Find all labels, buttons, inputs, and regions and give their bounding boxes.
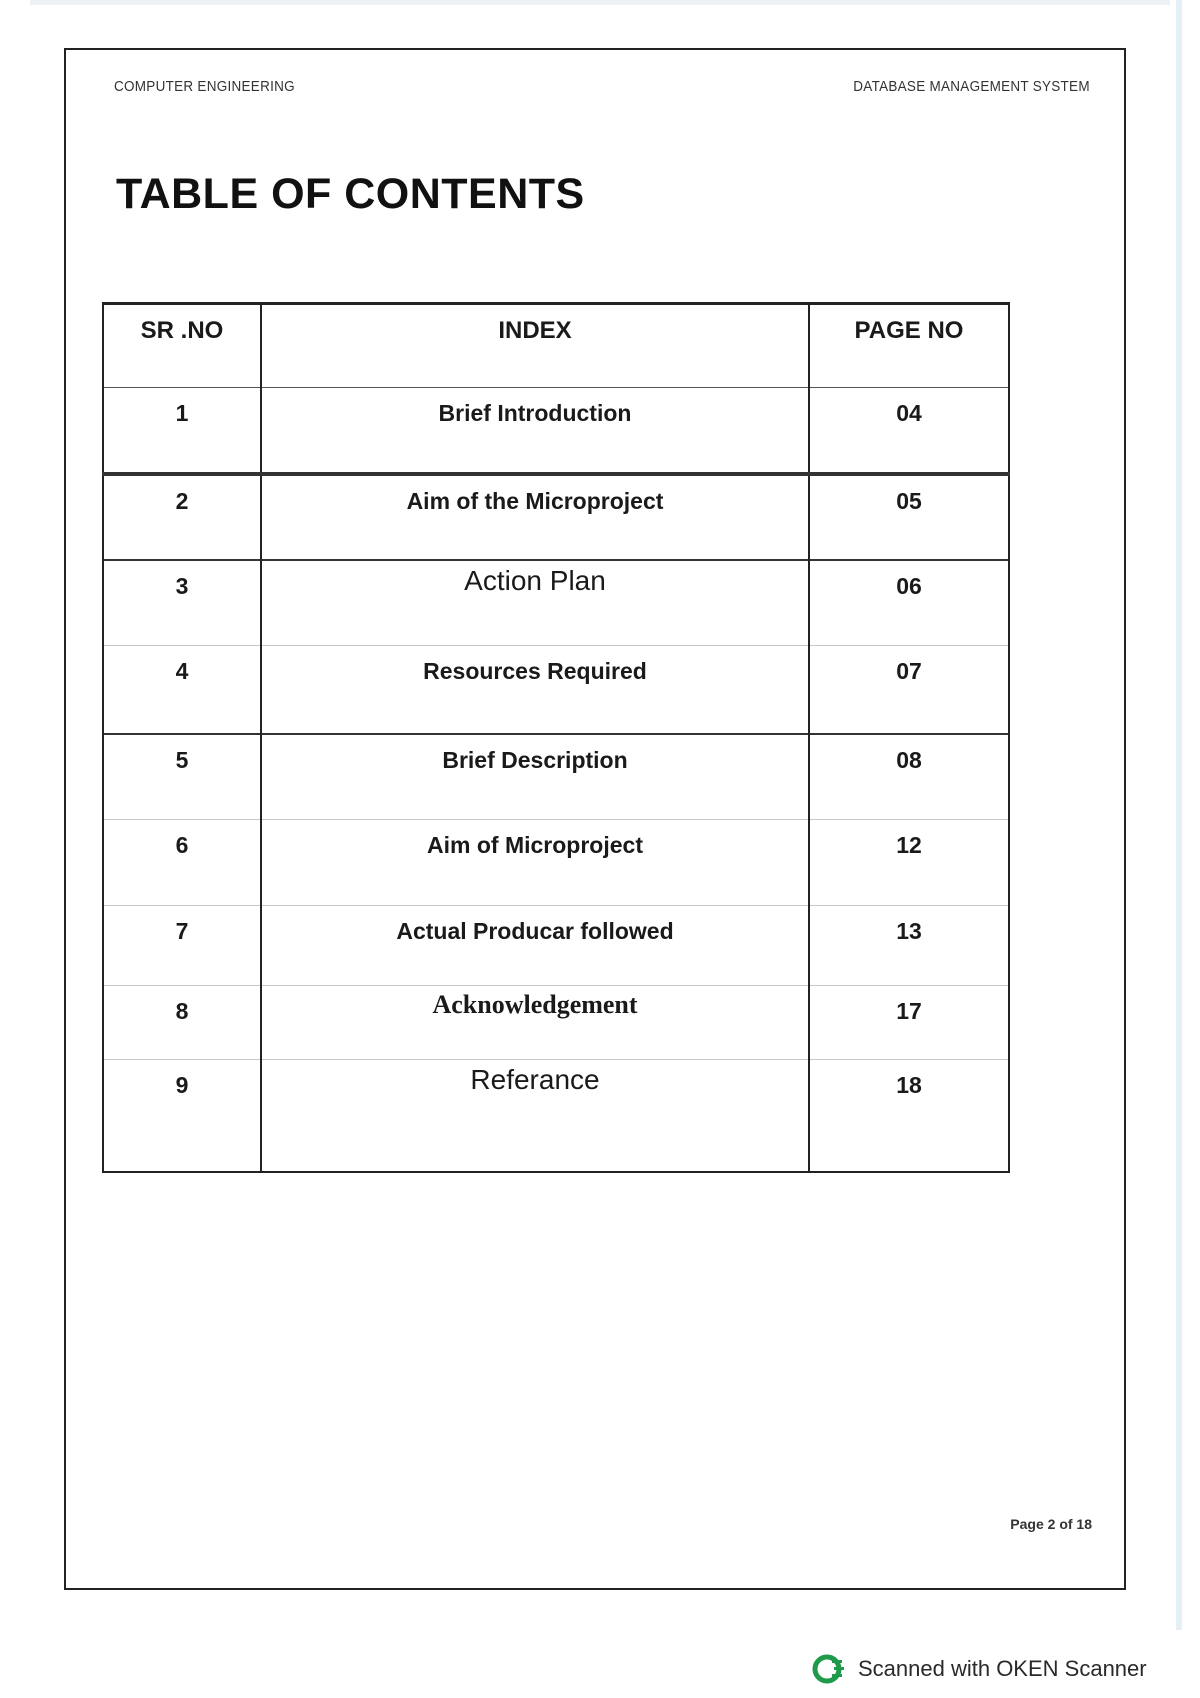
table-row (103, 388, 1009, 474)
row-page-no: 18 (809, 1060, 1009, 1172)
column-header-index: INDEX (261, 304, 809, 388)
row-sr-no: 5 (103, 734, 261, 820)
row-sr-no: 8 (103, 986, 261, 1060)
table-row (103, 986, 1009, 1060)
row-page-no: 13 (809, 906, 1009, 986)
row-index-title: Brief Description (261, 734, 809, 820)
row-sr-no: 2 (103, 474, 261, 560)
row-sr-no: 3 (103, 560, 261, 646)
scanner-watermark-text: Scanned with OKEN Scanner (858, 1656, 1147, 1681)
row-index-title: Action Plan (261, 560, 809, 646)
toc-table (102, 302, 1010, 1173)
column-header-sr-no: SR .NO (103, 304, 261, 388)
table-row (103, 474, 1009, 560)
row-page-no: 17 (809, 986, 1009, 1060)
table-row (103, 906, 1009, 986)
page-number: Page 2 of 18 (1010, 1516, 1092, 1532)
table-row (103, 646, 1009, 734)
oken-scanner-logo-icon (812, 1652, 846, 1686)
row-index-title: Acknowledgement (261, 986, 809, 1060)
row-sr-no: 4 (103, 646, 261, 734)
row-page-no: 05 (809, 474, 1009, 560)
scanner-watermark (812, 1652, 1147, 1686)
row-page-no: 08 (809, 734, 1009, 820)
page-title: TABLE OF CONTENTS (116, 170, 585, 218)
row-index-title: Brief Introduction (261, 388, 809, 474)
header-department: COMPUTER ENGINEERING (114, 78, 295, 95)
row-index-title: Referance (261, 1060, 809, 1172)
row-sr-no: 6 (103, 820, 261, 906)
row-index-title: Aim of the Microproject (261, 474, 809, 560)
column-header-page-no: PAGE NO (809, 304, 1009, 388)
top-edge (30, 0, 1170, 5)
row-page-no: 12 (809, 820, 1009, 906)
row-page-no: 06 (809, 560, 1009, 646)
table-row (103, 734, 1009, 820)
header-subject: DATABASE MANAGEMENT SYSTEM (853, 78, 1090, 95)
row-sr-no: 9 (103, 1060, 261, 1172)
row-index-title: Aim of Microproject (261, 820, 809, 906)
table-row (103, 560, 1009, 646)
row-index-title: Actual Producar followed (261, 906, 809, 986)
row-index-title: Resources Required (261, 646, 809, 734)
row-sr-no: 1 (103, 388, 261, 474)
row-page-no: 07 (809, 646, 1009, 734)
table-row (103, 1060, 1009, 1172)
page-edge-shadow (1176, 0, 1182, 1630)
table-row (103, 820, 1009, 906)
row-page-no: 04 (809, 388, 1009, 474)
table-header-row (103, 304, 1009, 388)
row-sr-no: 7 (103, 906, 261, 986)
